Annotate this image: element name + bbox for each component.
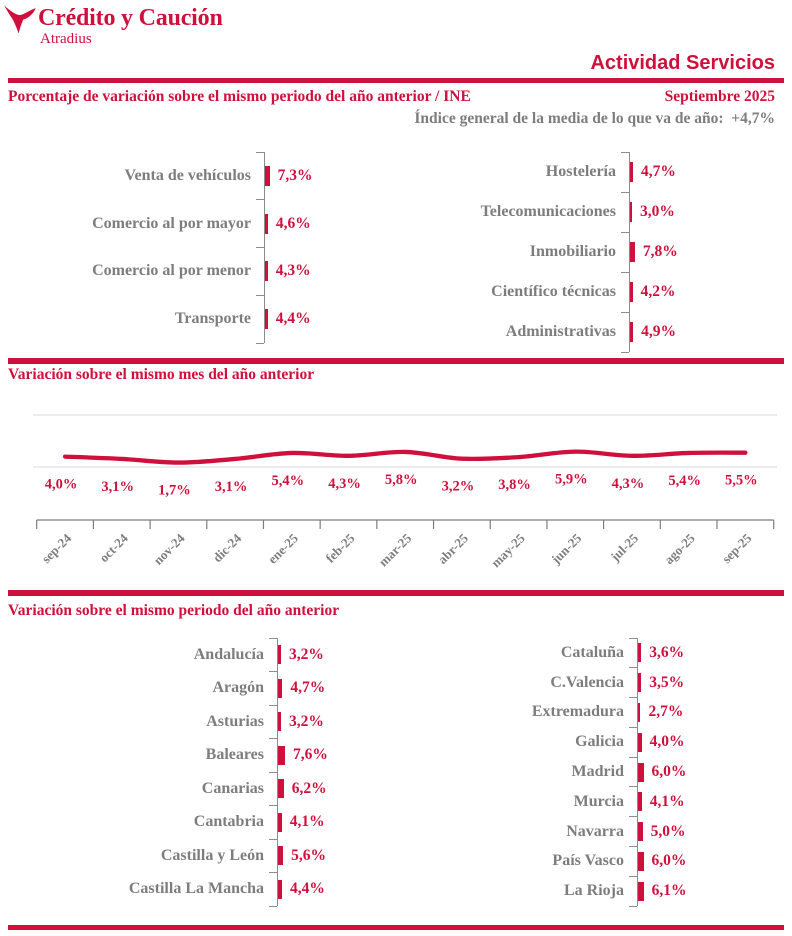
section-title-sectors: Porcentaje de variación sobre el mismo periodo del año anterior / INE xyxy=(8,88,471,105)
report-date: Septiembre 2025 xyxy=(664,88,775,105)
axis-tick xyxy=(629,846,637,847)
data-point-label: 4,0% xyxy=(44,476,78,493)
bar-value-label: 3,6% xyxy=(649,643,685,661)
bar xyxy=(630,162,633,182)
credito-y-caucion-logo-icon xyxy=(2,5,38,34)
bar-category-label: Andalucía xyxy=(193,645,264,663)
bar xyxy=(638,792,642,811)
axis-tick xyxy=(621,152,629,153)
bar-value-label: 4,4% xyxy=(275,310,311,328)
bar-value-label: 4,4% xyxy=(290,880,325,898)
bar-category-label: Cantabria xyxy=(193,813,264,831)
section-divider-monthly xyxy=(8,358,784,364)
bar-category-label: Navarra xyxy=(566,822,624,840)
bar-category-label: Baleares xyxy=(205,746,264,764)
bar-category-label: Cataluña xyxy=(560,643,624,661)
data-point-label: 5,4% xyxy=(271,472,305,489)
bar-value-label: 6,2% xyxy=(291,779,327,797)
axis-tick xyxy=(621,312,629,313)
x-axis-label: ago-25 xyxy=(661,530,698,568)
sector-bar-chart xyxy=(0,150,792,358)
bar-category-label: Inmobiliario xyxy=(529,243,616,260)
bar-value-label: 3,2% xyxy=(288,645,324,663)
bar-category-label: Comercio al por mayor xyxy=(92,214,251,232)
bar-value-label: 6,0% xyxy=(651,763,687,780)
bar xyxy=(638,733,642,752)
section-title-monthly: Variación sobre el mismo mes del año anterior xyxy=(8,366,315,383)
axis-tick xyxy=(621,232,629,233)
bar-category-label: C.Valencia xyxy=(550,673,624,691)
bar-category-label: País Vasco xyxy=(552,852,624,870)
axis-tick xyxy=(629,727,637,728)
bar-value-label: 7,6% xyxy=(292,746,328,764)
data-point-label: 3,8% xyxy=(498,477,531,494)
bar-value-label: 7,8% xyxy=(642,243,678,260)
data-point-label: 5,4% xyxy=(668,472,701,489)
monthly-line-chart xyxy=(0,390,792,605)
data-point-label: 4,3% xyxy=(611,475,645,492)
axis-tick xyxy=(629,786,637,787)
bar-category-label: Científico técnicas xyxy=(491,283,616,300)
bar xyxy=(630,322,633,342)
bar-category-label: Murcia xyxy=(573,792,624,810)
axis-tick xyxy=(621,192,629,193)
axis-tick xyxy=(629,906,637,907)
bar xyxy=(638,703,640,722)
bar xyxy=(630,242,635,262)
x-axis-label: ene-25 xyxy=(264,530,301,567)
x-axis-label: jul-25 xyxy=(607,530,642,565)
bar-category-label: Administrativas xyxy=(505,323,616,340)
bar xyxy=(638,822,643,841)
bar-value-label: 4,0% xyxy=(649,733,685,751)
axis-tick xyxy=(629,697,637,698)
bar xyxy=(638,673,641,692)
ytd-index-note: Índice general de la media de lo que va de año: +4,7% xyxy=(414,110,775,127)
x-axis-label: dic-24 xyxy=(209,530,245,566)
logo-title: Crédito y Caución xyxy=(38,5,223,31)
x-axis-label: may-25 xyxy=(487,530,528,571)
data-point-label: 3,1% xyxy=(101,478,135,495)
bar xyxy=(638,882,644,901)
header-divider xyxy=(8,78,784,83)
data-point-label: 5,9% xyxy=(554,471,588,488)
axis-tick xyxy=(629,638,637,639)
bar xyxy=(265,261,268,281)
bar-value-label: 4,6% xyxy=(275,214,311,232)
bar xyxy=(630,202,632,222)
bar xyxy=(638,852,644,871)
data-point-label: 4,3% xyxy=(328,475,361,492)
bar-value-label: 4,9% xyxy=(641,323,676,340)
bar xyxy=(638,643,641,662)
section-divider-regions xyxy=(8,590,784,596)
bar xyxy=(638,763,644,782)
axis-tick xyxy=(621,352,629,353)
axis-tick xyxy=(629,757,637,758)
x-axis-label: sep-25 xyxy=(718,530,755,567)
bar-category-label: Venta de vehículos xyxy=(124,166,251,184)
bar-value-label: 3,0% xyxy=(640,203,675,220)
bar-category-label: Asturias xyxy=(206,712,264,730)
bar-category-label: Galicia xyxy=(575,733,624,751)
bar-value-label: 4,7% xyxy=(640,163,676,180)
bar-value-label: 4,1% xyxy=(289,813,325,831)
bar-value-label: 4,3% xyxy=(275,262,311,280)
logo-subtitle: Atradius xyxy=(40,31,92,47)
axis-tick xyxy=(629,816,637,817)
bar-category-label: Castilla y León xyxy=(160,846,264,864)
line-chart-canvas xyxy=(0,390,792,605)
bar-value-label: 7,3% xyxy=(277,166,313,184)
axis-tick xyxy=(256,152,264,153)
bar-category-label: Madrid xyxy=(571,763,624,780)
x-axis-label: nov-24 xyxy=(150,530,188,568)
bar-value-label: 3,2% xyxy=(288,712,324,730)
bar-value-label: 2,7% xyxy=(648,703,684,721)
bar-category-label: La Rioja xyxy=(564,882,624,900)
page-title: Actividad Servicios xyxy=(590,52,775,74)
axis-tick xyxy=(621,272,629,273)
data-point-label: 5,5% xyxy=(725,472,758,489)
x-axis-label: abr-25 xyxy=(434,530,472,567)
bar-category-label: Transporte xyxy=(174,310,251,328)
x-axis-label: mar-25 xyxy=(375,530,415,570)
data-point-label: 3,2% xyxy=(441,478,475,495)
regions-bar-chart xyxy=(0,636,792,916)
x-axis-label: sep-24 xyxy=(38,530,75,567)
axis-tick xyxy=(269,638,277,639)
bar-value-label: 5,6% xyxy=(291,846,327,864)
x-axis-label: oct-24 xyxy=(96,530,131,566)
bar-category-label: Aragón xyxy=(212,679,264,697)
bar-category-label: Hostelería xyxy=(545,163,616,180)
data-line xyxy=(65,452,745,463)
axis-tick xyxy=(629,876,637,877)
bar-value-label: 5,0% xyxy=(650,822,686,840)
bar xyxy=(630,282,633,302)
axis-tick xyxy=(629,667,637,668)
bar-value-label: 6,1% xyxy=(651,882,687,900)
bar-value-label: 4,1% xyxy=(649,792,685,810)
axis-tick xyxy=(269,906,277,907)
bar-value-label: 4,7% xyxy=(290,679,326,697)
bar-value-label: 4,2% xyxy=(640,283,676,300)
bar-value-label: 6,0% xyxy=(651,852,687,870)
bar-category-label: Comercio al por menor xyxy=(92,262,251,280)
bar-value-label: 3,5% xyxy=(649,673,685,691)
bar-category-label: Telecomunicaciones xyxy=(480,203,616,220)
x-axis-label: feb-25 xyxy=(322,530,358,566)
data-point-label: 1,7% xyxy=(158,482,191,499)
section-title-regions: Variación sobre el mismo periodo del año anterior xyxy=(8,602,340,619)
data-point-label: 5,8% xyxy=(384,471,418,488)
bar-category-label: Castilla La Mancha xyxy=(128,880,264,898)
data-point-label: 3,1% xyxy=(214,478,248,495)
footer-divider xyxy=(8,925,784,930)
bar-category-label: Canarias xyxy=(201,779,264,797)
bar-category-label: Extremadura xyxy=(531,703,624,721)
x-axis-label: jun-25 xyxy=(548,530,585,567)
